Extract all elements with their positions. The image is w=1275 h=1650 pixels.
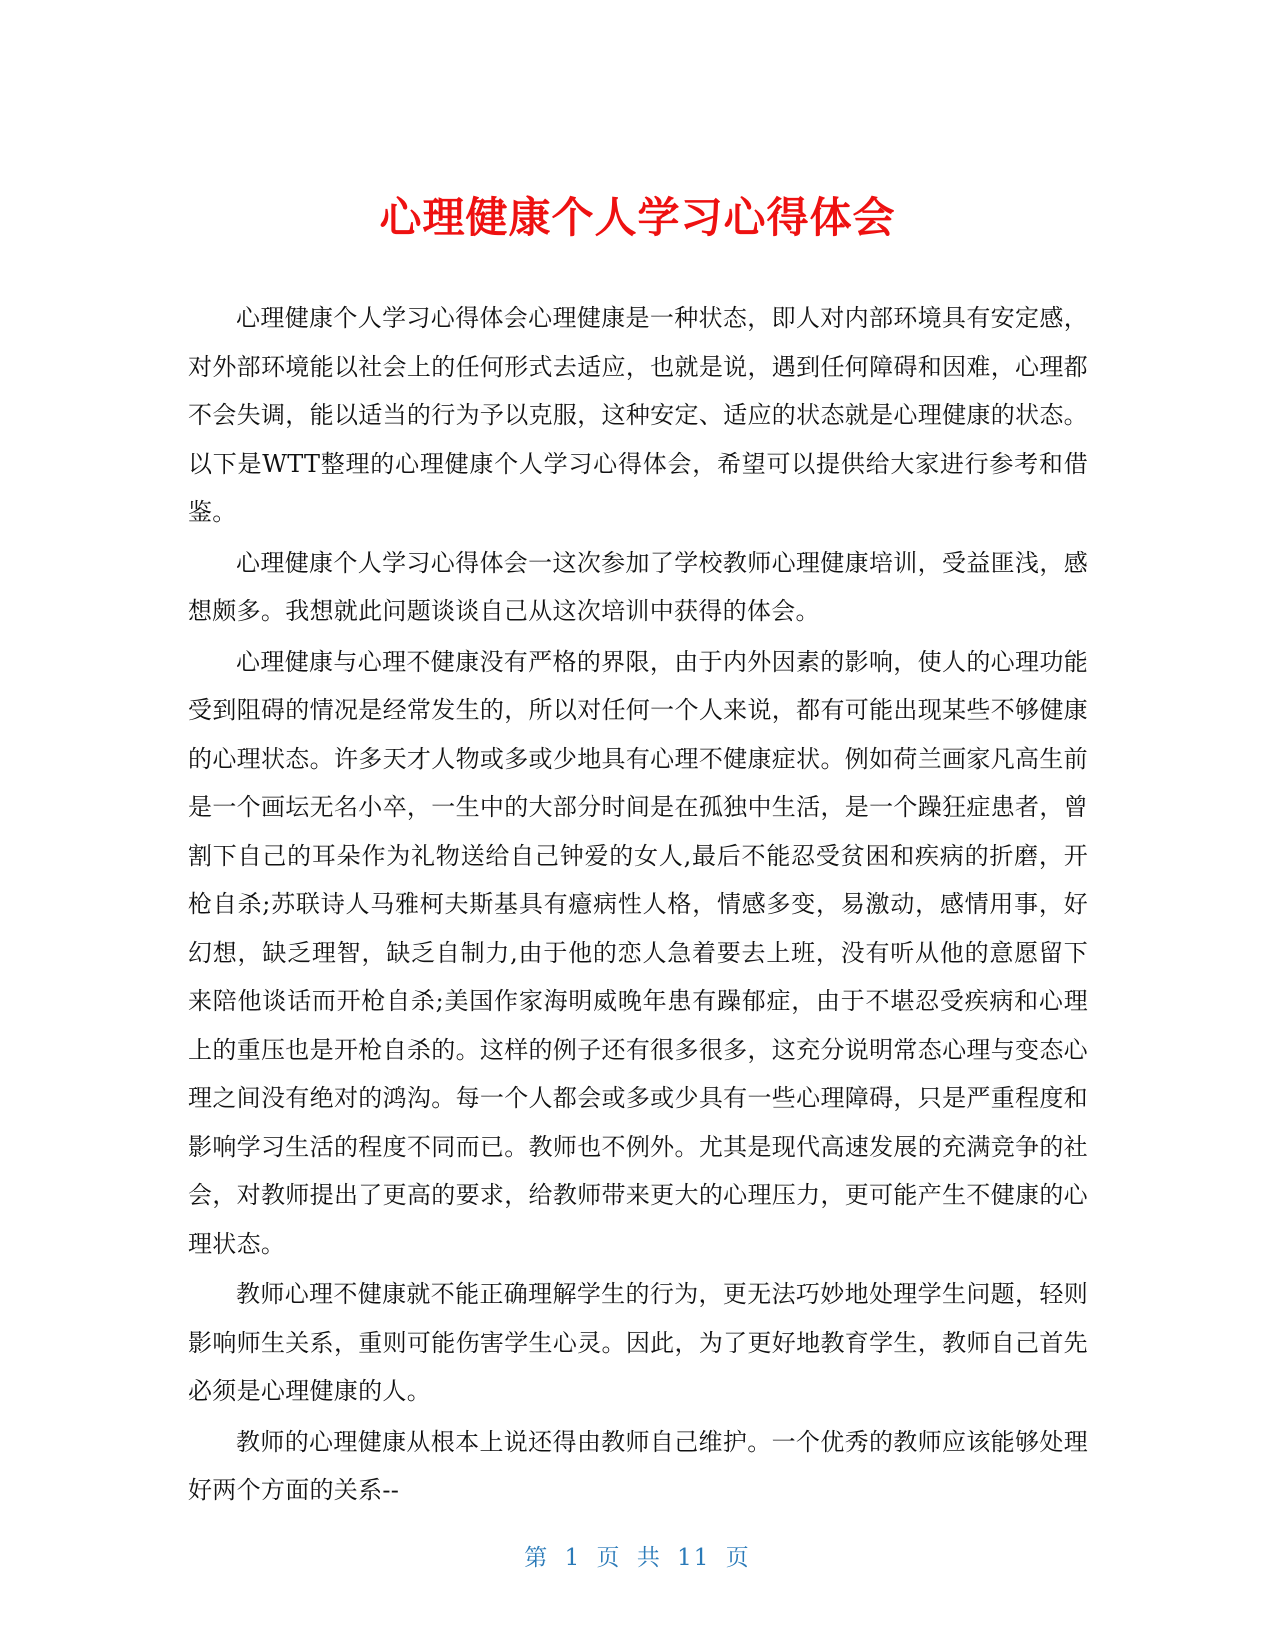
page-number-footer: 第 1 页 共 11 页: [524, 1545, 751, 1571]
paragraph-3: 教师心理不健康就不能正确理解学生的行为，更无法巧妙地处理学生问题，轻则影响师生关系，重则可能伤害学生心灵。因此，为了更好地教育学生，教师自己首先必须是心理健康的人。: [188, 1280, 1088, 1405]
document-body: [188, 294, 1088, 1517]
paragraph-2: 心理健康与心理不健康没有严格的界限，由于内外因素的影响，使人的心理功能受到阻碍的情况是经常发生的，所以对任何一个人来说，都有可能出现某些不够健康的心理状态。许多天才人物或多或少地具有心理不健康症状。例如荷兰画家凡高生前是一个画坛无名小卒，一生中的大部分时间是在孤独中生活，是一个躁狂症患者，曾割下自己的耳朵作为礼物送给自己钟爱的女人,最后不能忍受贫困和疾病的折磨，开枪自杀;苏联诗人马雅柯夫斯基具有癔病性人格，情感多变，易激动，感情用事，好幻想，缺乏理智，缺乏自制力,由于他的恋人急着要去上班，没有听从他的意愿留下来陪他谈话而开枪自杀;美国作家海明威晚年患有躁郁症，由于不堪忍受疾病和心理上的重压也是开枪自杀的。这样的例子还有很多很多，这充分说明常态心理与变态心理之间没有绝对的鸿沟。每一个人都会或多或少具有一些心理障碍，只是严重程度和影响学习生活的程度不同而已。教师也不例外。尤其是现代高速发展的充满竞争的社会，对教师提出了更高的要求，给教师带来更大的心理压力，更可能产生不健康的心理状态。: [188, 647, 1088, 1258]
paragraph-intro: 心理健康个人学习心得体会心理健康是一种状态，即人对内部环境具有安定感，对外部环境能以社会上的任何形式去适应，也就是说，遇到任何障碍和因难，心理都不会失调，能以适当的行为予以克服，这种安定、适应的状态就是心理健康的状态。以下是WTT整理的心理健康个人学习心得体会，希望可以提供给大家进行参考和借鉴。: [188, 304, 1088, 526]
document-title: 心理健康个人学习心得体会: [379, 193, 896, 243]
paragraph-4: 教师的心理健康从根本上说还得由教师自己维护。一个优秀的教师应该能够处理好两个方面的关系--: [188, 1427, 1088, 1504]
paragraph-1: 心理健康个人学习心得体会一这次参加了学校教师心理健康培训，受益匪浅，感想颇多。我想就此问题谈谈自己从这次培训中获得的体会。: [188, 548, 1088, 625]
